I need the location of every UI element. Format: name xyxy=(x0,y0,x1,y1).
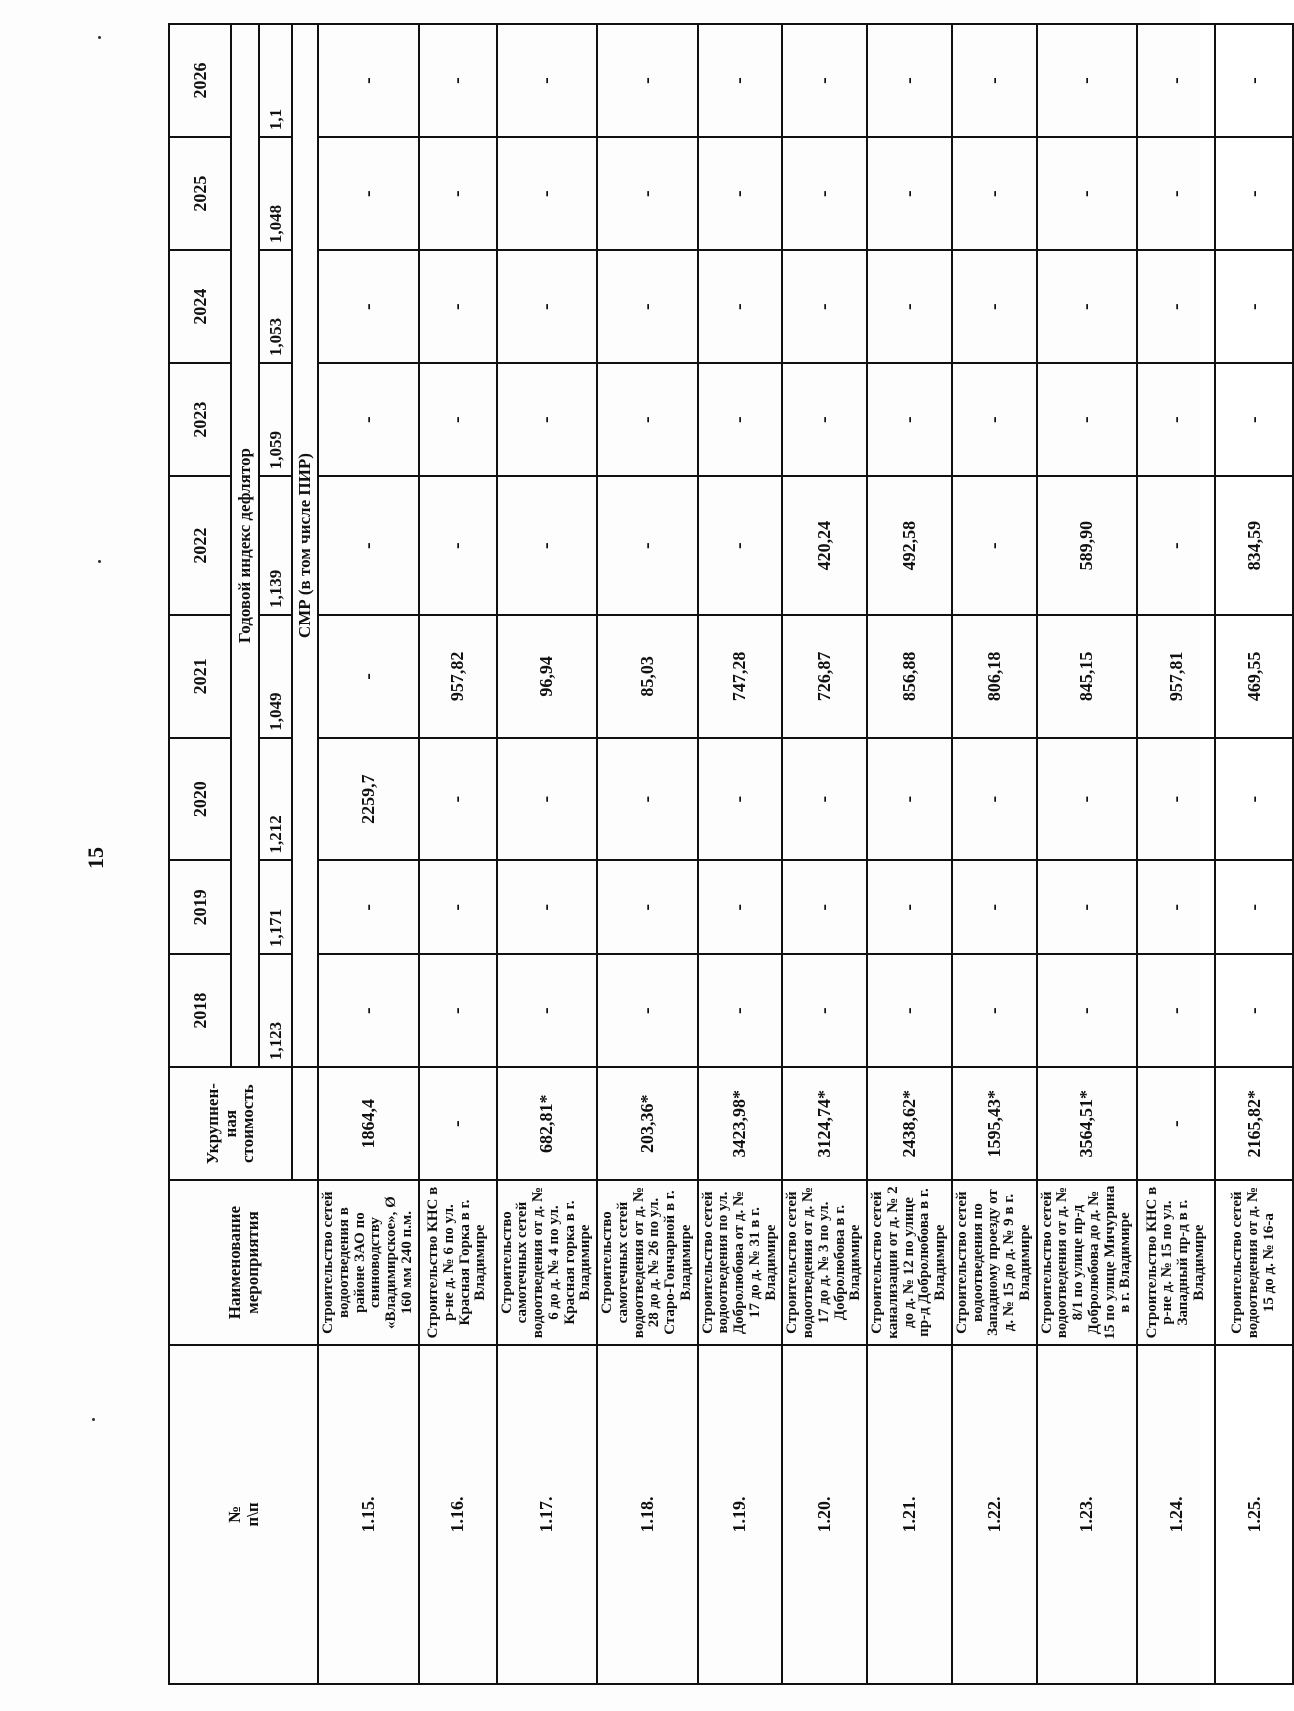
header-deflator-value: 1,053 xyxy=(259,250,292,363)
row-cost: - xyxy=(419,1067,497,1180)
table-row xyxy=(1215,24,1293,1684)
row-number: 1.21. xyxy=(867,1345,952,1684)
header-year: 2020 xyxy=(169,738,231,861)
row-number: 1.22. xyxy=(952,1345,1037,1684)
row-year-value: - xyxy=(318,250,419,363)
row-year-value: - xyxy=(1137,738,1215,861)
row-year-value: - xyxy=(318,615,419,738)
row-year-value: 957,81 xyxy=(1137,615,1215,738)
row-year-value: - xyxy=(597,860,698,954)
row-year-value: - xyxy=(1215,954,1293,1067)
row-number: 1.19. xyxy=(698,1345,783,1684)
row-year-value: 492,58 xyxy=(867,476,952,615)
row-year-value: - xyxy=(867,24,952,137)
row-year-value: - xyxy=(952,363,1037,476)
row-cost: - xyxy=(1137,1067,1215,1180)
row-year-value: 747,28 xyxy=(698,615,783,738)
row-number: 1.18. xyxy=(597,1345,698,1684)
row-year-value: - xyxy=(952,860,1037,954)
header-deflator-label: Годовой индекс дефлятор xyxy=(231,24,259,1067)
row-year-value: - xyxy=(419,250,497,363)
header-name: Наименование мероприятия xyxy=(169,1180,318,1345)
row-number: 1.24. xyxy=(1137,1345,1215,1684)
row-year-value: 834,59 xyxy=(1215,476,1293,615)
header-year: 2025 xyxy=(169,137,231,250)
row-cost: 3564,51* xyxy=(1037,1067,1138,1180)
row-number: 1.25. xyxy=(1215,1345,1293,1684)
row-cost: 1595,43* xyxy=(952,1067,1037,1180)
row-year-value: - xyxy=(1137,250,1215,363)
header-deflator-value: 1,059 xyxy=(259,363,292,476)
scan-speck xyxy=(92,1418,95,1421)
row-year-value: - xyxy=(782,363,867,476)
row-year-value: - xyxy=(497,954,598,1067)
row-year-value: - xyxy=(1137,137,1215,250)
header-deflator-value: 1,049 xyxy=(259,615,292,738)
row-year-value: - xyxy=(497,363,598,476)
row-year-value: 2259,7 xyxy=(318,738,419,861)
row-year-value: - xyxy=(419,137,497,250)
row-year-value: 856,88 xyxy=(867,615,952,738)
row-number: 1.23. xyxy=(1037,1345,1138,1684)
header-cost-blank xyxy=(292,1067,318,1180)
row-year-value: 589,90 xyxy=(1037,476,1138,615)
row-year-value: - xyxy=(782,24,867,137)
table-row xyxy=(952,24,1037,1684)
row-year-value: - xyxy=(597,24,698,137)
row-number: 1.17. xyxy=(497,1345,598,1684)
row-year-value: - xyxy=(698,137,783,250)
row-year-value: - xyxy=(1037,860,1138,954)
row-year-value: 726,87 xyxy=(782,615,867,738)
row-year-value: - xyxy=(1037,363,1138,476)
row-name: Строительство сетей водоотведения по Западному проезду от д. № 15 до д. № 9 в г. Владимире xyxy=(952,1180,1037,1345)
row-year-value: - xyxy=(1037,250,1138,363)
row-year-value: - xyxy=(952,137,1037,250)
row-year-value: - xyxy=(952,738,1037,861)
row-cost: 1864,4 xyxy=(318,1067,419,1180)
row-year-value: - xyxy=(698,250,783,363)
row-year-value: - xyxy=(782,860,867,954)
row-year-value: - xyxy=(597,954,698,1067)
header-deflator-value: 1,048 xyxy=(259,137,292,250)
row-year-value: - xyxy=(597,476,698,615)
row-year-value: - xyxy=(1137,954,1215,1067)
header-deflator-value: 1,171 xyxy=(259,860,292,954)
row-year-value: - xyxy=(419,24,497,137)
row-year-value: - xyxy=(782,250,867,363)
row-year-value: - xyxy=(952,476,1037,615)
row-year-value: - xyxy=(318,954,419,1067)
header-year: 2026 xyxy=(169,24,231,137)
row-year-value: - xyxy=(952,24,1037,137)
row-year-value: - xyxy=(597,738,698,861)
row-year-value: - xyxy=(867,363,952,476)
row-year-value: - xyxy=(1137,24,1215,137)
row-year-value: - xyxy=(782,738,867,861)
row-name: Строительство сетей водоотведения от д. № 15 до д. № 16-а xyxy=(1215,1180,1293,1345)
row-year-value: - xyxy=(698,476,783,615)
row-year-value: - xyxy=(318,24,419,137)
row-name: Строительство сетей канализации от д. № 2 до д. № 12 по улице пр-д Добролюбова в г. Владимире xyxy=(867,1180,952,1345)
row-year-value: - xyxy=(782,137,867,250)
row-year-value: - xyxy=(698,860,783,954)
row-cost: 2438,62* xyxy=(867,1067,952,1180)
header-deflator-value: 1,123 xyxy=(259,954,292,1067)
row-year-value: - xyxy=(597,363,698,476)
row-year-value: - xyxy=(318,860,419,954)
row-year-value: - xyxy=(952,954,1037,1067)
row-year-value: - xyxy=(497,250,598,363)
row-year-value: - xyxy=(1215,860,1293,954)
row-year-value: 469,55 xyxy=(1215,615,1293,738)
header-cost: Укрупнен- ная стоимость xyxy=(169,1067,292,1180)
row-year-value: - xyxy=(1037,24,1138,137)
row-number: 1.20. xyxy=(782,1345,867,1684)
scan-speck xyxy=(98,560,101,563)
row-year-value: - xyxy=(597,250,698,363)
row-year-value: - xyxy=(782,954,867,1067)
row-year-value: - xyxy=(1215,250,1293,363)
row-name: Строительство сетей водоотведения от д. № 17 до д. № 3 по ул. Добролюбова в г. Владимире xyxy=(782,1180,867,1345)
table-row xyxy=(497,24,598,1684)
investment-table xyxy=(168,23,1294,1685)
row-cost: 682,81* xyxy=(497,1067,598,1180)
row-year-value: - xyxy=(698,954,783,1067)
row-year-value: - xyxy=(419,954,497,1067)
scan-speck xyxy=(98,36,101,39)
row-year-value: - xyxy=(867,954,952,1067)
row-year-value: - xyxy=(318,137,419,250)
row-name: Строительство сетей водоотведения от д. № 8/1 по улице пр-д Добролюбова до д. № 15 по улице Мичурина в г. Владимире xyxy=(1037,1180,1138,1345)
table-row xyxy=(782,24,867,1684)
header-deflator-value: 1,212 xyxy=(259,738,292,861)
row-year-value: - xyxy=(597,137,698,250)
table-row xyxy=(318,24,419,1684)
page-number: 15 xyxy=(83,847,108,869)
table-row xyxy=(867,24,952,1684)
header-number: № п\п xyxy=(169,1345,318,1684)
row-year-value: - xyxy=(867,860,952,954)
header-smr-label: СМР (в том числе ПИР) xyxy=(292,24,318,1067)
row-name: Строительство самотечных сетей водоотведения от д. № 6 до д. № 4 по ул. Красная горка в г. Владимире xyxy=(497,1180,598,1345)
header-year: 2021 xyxy=(169,615,231,738)
row-year-value: - xyxy=(1137,860,1215,954)
row-name: Строительство сетей водоотведения в районе ЗАО по свиноводству «Владимирское», Ø 160 мм 240 п.м. xyxy=(318,1180,419,1345)
table-row xyxy=(1137,24,1215,1684)
row-cost: 2165,82* xyxy=(1215,1067,1293,1180)
row-cost: 3124,74* xyxy=(782,1067,867,1180)
row-year-value: - xyxy=(698,738,783,861)
row-year-value: 806,18 xyxy=(952,615,1037,738)
row-name: Строительство КНС в р-не д. № 6 по ул. Красная Горка в г. Владимире xyxy=(419,1180,497,1345)
row-year-value: - xyxy=(698,363,783,476)
row-year-value: - xyxy=(318,476,419,615)
row-year-value: - xyxy=(1037,738,1138,861)
header-year: 2023 xyxy=(169,363,231,476)
row-year-value: - xyxy=(867,137,952,250)
row-year-value: - xyxy=(1037,954,1138,1067)
row-year-value: - xyxy=(497,860,598,954)
row-year-value: 85,03 xyxy=(597,615,698,738)
row-cost: 3423,98* xyxy=(698,1067,783,1180)
row-year-value: - xyxy=(419,363,497,476)
row-name: Строительство самотечных сетей водоотведения от д. № 28 до д. № 26 по ул. Старо-Гончарной в г. Владимире xyxy=(597,1180,698,1345)
row-year-value: - xyxy=(867,738,952,861)
row-year-value: 957,82 xyxy=(419,615,497,738)
row-year-value: 845,15 xyxy=(1037,615,1138,738)
row-year-value: - xyxy=(698,24,783,137)
table-row xyxy=(597,24,698,1684)
table-row xyxy=(698,24,783,1684)
row-year-value: - xyxy=(1037,137,1138,250)
table-row xyxy=(1037,24,1138,1684)
row-year-value: - xyxy=(497,738,598,861)
row-year-value: 96,94 xyxy=(497,615,598,738)
row-year-value: - xyxy=(867,250,952,363)
row-year-value: - xyxy=(952,250,1037,363)
row-year-value: - xyxy=(419,738,497,861)
header-year: 2019 xyxy=(169,860,231,954)
header-year: 2018 xyxy=(169,954,231,1067)
row-year-value: - xyxy=(318,363,419,476)
header-year: 2022 xyxy=(169,476,231,615)
header-deflator-value: 1,139 xyxy=(259,476,292,615)
row-year-value: - xyxy=(419,476,497,615)
row-year-value: - xyxy=(497,24,598,137)
row-name: Строительство КНС в р-не д. № 15 по ул. Западный пр-д в г. Владимире xyxy=(1137,1180,1215,1345)
row-year-value: - xyxy=(1215,363,1293,476)
row-name: Строительство сетей водоотведения по ул. Добролюбова от д. № 17 до д. № 31 в г. Владимире xyxy=(698,1180,783,1345)
row-year-value: - xyxy=(419,860,497,954)
row-year-value: - xyxy=(1215,137,1293,250)
row-year-value: - xyxy=(1137,363,1215,476)
row-year-value: - xyxy=(1137,476,1215,615)
row-number: 1.15. xyxy=(318,1345,419,1684)
row-number: 1.16. xyxy=(419,1345,497,1684)
table-container xyxy=(168,23,1277,1685)
row-year-value: 420,24 xyxy=(782,476,867,615)
row-year-value: - xyxy=(1215,738,1293,861)
row-year-value: - xyxy=(497,137,598,250)
header-deflator-value: 1,1 xyxy=(259,24,292,137)
row-year-value: - xyxy=(497,476,598,615)
row-cost: 203,36* xyxy=(597,1067,698,1180)
row-year-value: - xyxy=(1215,24,1293,137)
header-year: 2024 xyxy=(169,250,231,363)
table-row xyxy=(419,24,497,1684)
